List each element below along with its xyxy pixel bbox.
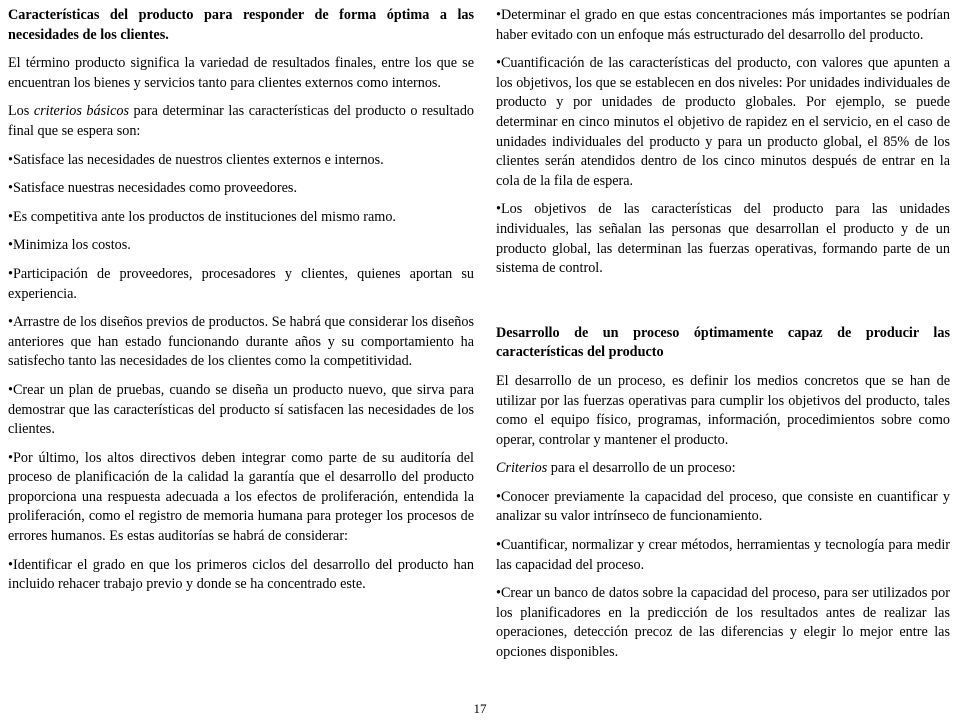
bullet-item: •Conocer previamente la capacidad del proceso, que consiste en cuantificar y analizar su valor intrínseco de funcionamiento.	[496, 488, 950, 525]
bullet-item: •Determinar el grado en que estas concentraciones más importantes se podrían haber evitado con un enfoque más estructurado del desarrollo del producto.	[496, 7, 950, 43]
paragraph-process-definition: El desarrollo de un proceso, es definir los medios concretos que se han de utilizar por las fuerzas operativas para cumplir los objetivos del producto, tales como el equipo físico, programas, información, procedimientos sobre como operar, controlar y mantener el producto.	[496, 372, 950, 448]
left-column	[8, 6, 474, 604]
bullet-item: •Arrastre de los diseños previos de productos. Se habrá que considerar los diseños anteriores que han estado funcionando durante años y su comportamiento ha satisfecho tanto las necesidades de los clientes como la competitividad.	[8, 314, 474, 370]
bullet-item: •Satisface nuestras necesidades como proveedores.	[8, 180, 298, 197]
bullet-item: •Cuantificar, normalizar y crear métodos, herramientas y tecnología para medir las capacidad del proceso.	[496, 537, 950, 573]
section-heading-product-characteristics: Características del producto para responder de forma óptima a las necesidades de los clientes.	[8, 7, 474, 43]
bullet-item: •Minimiza los costos.	[8, 237, 131, 254]
bullet-item: •Crear un banco de datos sobre la capacidad del proceso, para ser utilizados por los planificadores en la predicción de los resultados antes de realizar las operaciones, detección precoz de las diferencias y elegir lo mejor entre las opciones disponibles.	[496, 585, 950, 661]
page-number: 17	[473, 701, 487, 716]
paragraph-basic-criteria	[8, 102, 474, 141]
bullet-item: •Por último, los altos directivos deben integrar como parte de su auditoría del proceso de planificación de la calidad la garantía que el desarrollo del producto proporciona una respuesta adecuada a los efectos de proliferación, entendida la proliferación, como el registro de memoria humana para proteger los procesos de errores humanos. Es estas auditorías se habrá de considerar:	[8, 449, 474, 545]
section-spacer	[496, 288, 950, 324]
bullet-item: •Participación de proveedores, procesadores y clientes, quienes aportan su experiencia.	[8, 265, 474, 302]
section-heading-process-development: Desarrollo de un proceso óptimamente capaz de producir las características del producto	[496, 324, 950, 361]
criteria-emphasis: criterios básicos	[33, 103, 129, 120]
right-column	[496, 6, 950, 672]
bullet-item: •Cuantificación de las características del producto, con valores que apunten a los objetivos, los que se establecen en dos niveles: Por unidades individuales de producto y por unidades de producto globales. Por ejemplo, se puede determinar en cinco minutos el objetivo de rapidez en el servicio, en el caso de unidades individuales del producto y para un producto global, el 85% de los clientes serán atendidos dentro de los cinco minutos después de entrar en la cola de la fila de espera.	[496, 55, 950, 189]
paragraph-product-definition: El término producto significa la variedad de resultados finales, entre los que se encuentran los bienes y servicios tanto para clientes externos como internos.	[8, 55, 474, 91]
criteria-suffix: para el desarrollo de un proceso:	[547, 460, 736, 477]
bullet-item: •Identificar el grado en que los primeros ciclos del desarrollo del producto han incluido rehacer trabajo previo y donde se ha concentrado este.	[8, 556, 474, 593]
bullet-item: •Los objetivos de las características del producto para las unidades individuales, las señalan las personas que desarrollan el producto y de un producto global, las determinan las fuerzas operativas, formando parte de un sistema de control.	[496, 201, 950, 277]
criteria-prefix: Los	[8, 103, 34, 120]
paragraph-process-criteria	[496, 459, 950, 479]
bullet-item: •Es competitiva ante los productos de instituciones del mismo ramo.	[8, 208, 396, 225]
bullet-item: •Satisface las necesidades de nuestros clientes externos e internos.	[8, 151, 384, 168]
bullet-item: •Crear un plan de pruebas, cuando se diseña un producto nuevo, que sirva para demostrar que las características del producto sí satisfacen las necesidades de los clientes.	[8, 381, 474, 438]
criteria-emphasis: Criterios	[496, 460, 548, 477]
criteria-suffix: para determinar las características del producto o resultado final que se espera son:	[8, 103, 475, 139]
